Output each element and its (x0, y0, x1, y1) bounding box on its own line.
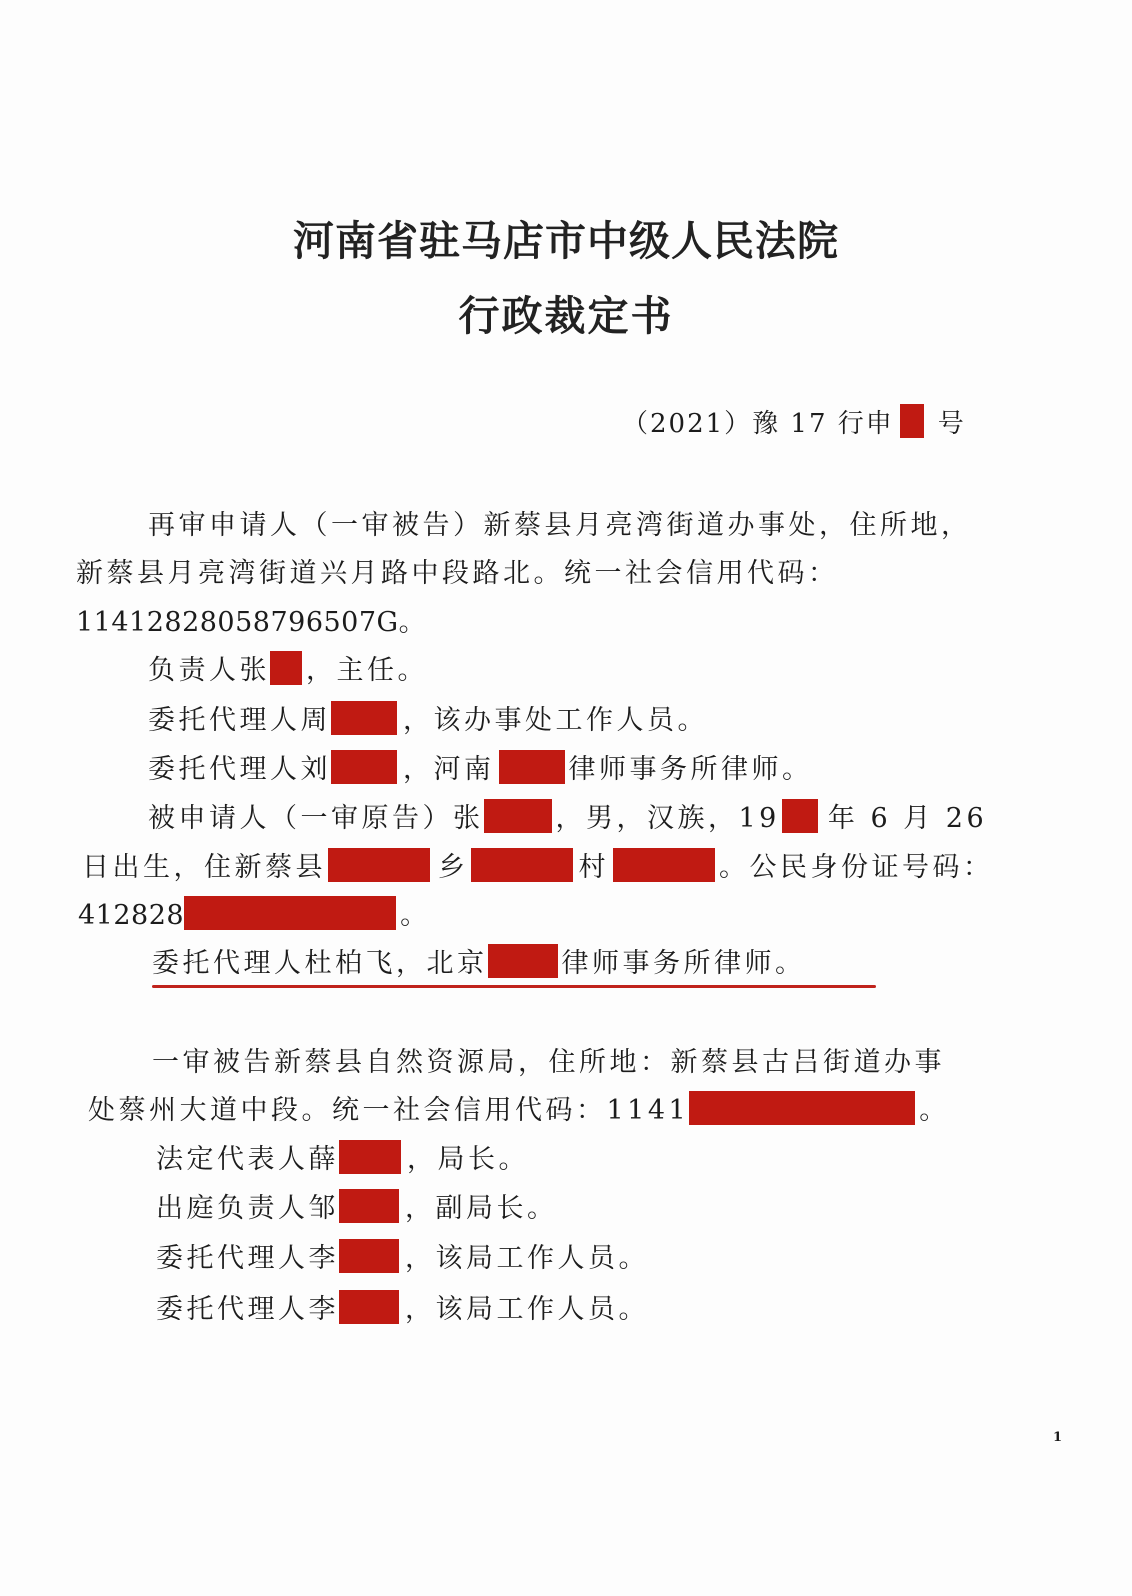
court-appearance-head-title: ，副局长。 (405, 1193, 558, 1224)
red-underline (152, 985, 876, 988)
redaction-block (339, 1140, 401, 1174)
respondent-details: ，男，汉族，19 (555, 803, 780, 834)
redaction-block (488, 944, 558, 978)
legal-representative-title: ，局长。 (407, 1144, 529, 1175)
document-type-heading: 行政裁定书 (458, 292, 674, 340)
first-defendant-agent-2-role: ，该局工作人员。 (405, 1294, 649, 1325)
case-number (622, 403, 966, 440)
applicant-credit-code: 11412828058796507G。 (76, 607, 427, 638)
redaction-block (613, 848, 715, 882)
redaction-block (782, 799, 818, 833)
applicant-head-label: 负责人张 (148, 655, 270, 686)
applicant-agent-1-role: ，该办事处工作人员。 (403, 705, 708, 736)
respondent-id-label: 。公民身份证号码： (719, 852, 994, 883)
respondent-line-1 (148, 796, 987, 835)
respondent-id-prefix: 412828 (78, 900, 185, 931)
first-defendant-credit-label: 处蔡州大道中段。统一社会信用代码：1141 (88, 1095, 690, 1126)
first-defendant-agent-2 (156, 1287, 649, 1326)
respondent-agent-firm: 律师事务所律师。 (561, 948, 806, 979)
case-number-prefix: （2021）豫 17 行申 (622, 409, 894, 439)
respondent-township-label: 乡 (438, 852, 469, 883)
case-number-suffix: 号 (937, 409, 966, 439)
redaction-block (499, 750, 565, 784)
respondent-address-label: 日出生，住新蔡县 (82, 852, 326, 883)
first-defendant-credit-end: 。 (919, 1095, 950, 1126)
applicant-agent-2 (148, 747, 813, 786)
redaction-block (339, 1290, 399, 1324)
applicant-agent-1-label: 委托代理人周 (148, 705, 331, 736)
redaction-block (689, 1091, 915, 1125)
redaction-block (484, 799, 552, 833)
legal-representative-label: 法定代表人薛 (156, 1144, 339, 1175)
respondent-line-2 (82, 845, 994, 884)
redaction-block (328, 848, 430, 882)
page-number: 1 (1053, 1430, 1063, 1445)
redaction-block (339, 1189, 399, 1223)
first-defendant-agent-1-label: 委托代理人李 (156, 1243, 339, 1274)
redaction-block (331, 750, 397, 784)
applicant-line-2: 新蔡县月亮湾街道兴月路中段路北。统一社会信用代码： (76, 558, 839, 589)
applicant-head-title: ，主任。 (306, 655, 428, 686)
applicant-head (148, 648, 428, 687)
first-defendant-line-1: 一审被告新蔡县自然资源局，住所地：新蔡县古吕街道办事 (152, 1047, 945, 1078)
applicant-agent-2-label: 委托代理人刘 (148, 754, 331, 785)
court-appearance-head (156, 1186, 558, 1225)
court-name-heading: 河南省驻马店市中级人民法院 (293, 217, 839, 265)
redaction-block (270, 651, 302, 685)
first-defendant-agent-1-role: ，该局工作人员。 (405, 1243, 649, 1274)
respondent-agent (152, 941, 806, 980)
respondent-id-end: 。 (400, 900, 428, 931)
legal-representative (156, 1137, 529, 1176)
respondent-birth-date: 年 6 月 26 (827, 803, 988, 834)
court-appearance-head-label: 出庭负责人邹 (156, 1193, 339, 1224)
first-defendant-agent-1 (156, 1236, 649, 1275)
applicant-line-1: 再审申请人（一审被告）新蔡县月亮湾街道办事处，住所地， (148, 510, 972, 541)
first-defendant-agent-2-label: 委托代理人李 (156, 1294, 339, 1325)
redaction-block (331, 701, 397, 735)
applicant-agent-1 (148, 698, 708, 737)
first-defendant-line-2 (88, 1088, 950, 1127)
respondent-village-label: 村 (578, 852, 609, 883)
redaction-block (471, 848, 573, 882)
redaction-block (339, 1239, 399, 1273)
redaction-block (184, 896, 396, 930)
applicant-agent-2-province: ，河南 (403, 754, 495, 785)
applicant-agent-2-firm: 律师事务所律师。 (568, 754, 813, 785)
respondent-label: 被申请人（一审原告）张 (148, 803, 484, 834)
respondent-agent-label: 委托代理人杜柏飞，北京 (152, 948, 488, 979)
redaction-block (900, 404, 924, 438)
respondent-id-number (78, 893, 428, 932)
